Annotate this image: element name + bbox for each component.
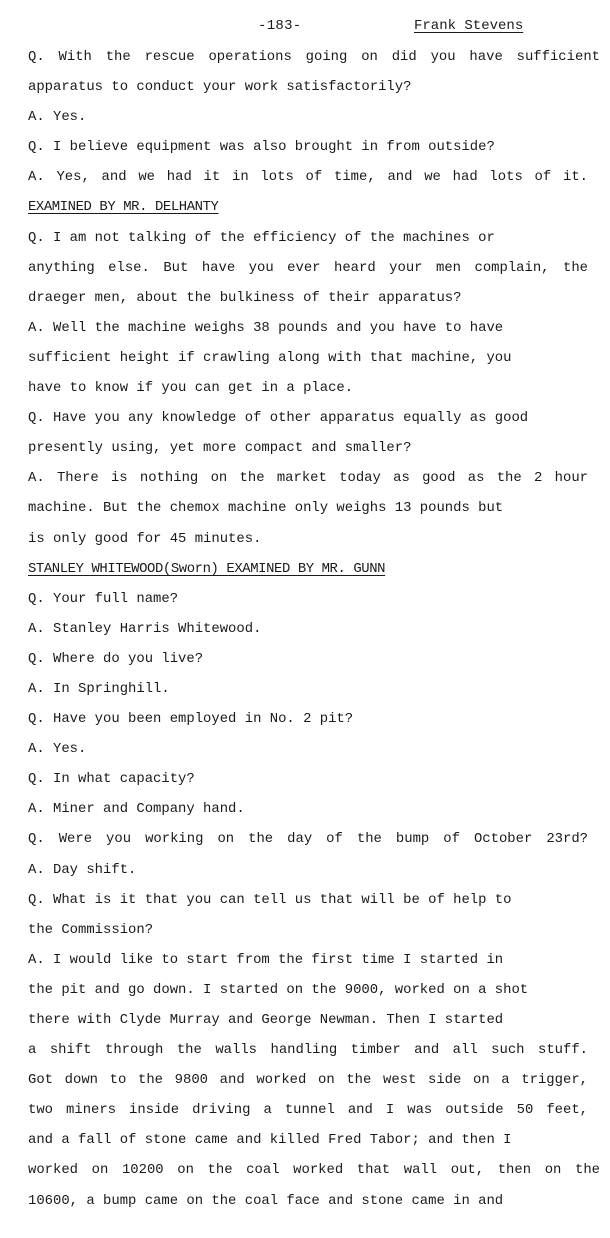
- transcript-line: A. I would like to start from the first time I started in: [28, 951, 504, 968]
- transcript-line: and a fall of stone came and killed Fred Tabor; and then I: [28, 1132, 512, 1149]
- transcript-line: Q. Have you any knowledge of other apparatus equally as good: [28, 410, 529, 427]
- transcript-line: have to know if you can get in a place.: [28, 380, 354, 397]
- transcript-line: Q. I am not talking of the efficiency of the machines or: [28, 229, 495, 246]
- examination-heading: STANLEY WHITEWOOD(Sworn) EXAMINED BY MR. GUNN: [28, 560, 386, 577]
- transcript-line: is only good for 45 minutes.: [28, 530, 262, 547]
- transcript-line: there with Clyde Murray and George Newman. Then I started: [28, 1012, 504, 1028]
- transcript-line: A. Well the machine weighs 38 pounds and you have to have: [28, 319, 504, 336]
- transcript-line: worked on 10200 on the coal worked that wall out, then on the: [28, 1162, 600, 1179]
- transcript-line: A. Yes.: [28, 741, 87, 758]
- transcript-line: Got down to the 9800 and worked on the west side on a trigger,: [28, 1072, 588, 1089]
- transcript-line: Q. I believe equipment was also brought in from outside?: [28, 139, 495, 156]
- transcript-line: sufficient height if crawling along with that machine, you: [28, 349, 512, 366]
- transcript-line: Q. Where do you live?: [28, 650, 204, 667]
- transcript-line: machine. But the chemox machine only weighs 13 pounds but: [28, 500, 504, 517]
- examination-heading: EXAMINED BY MR. DELHANTY: [28, 199, 219, 216]
- transcript-body: [28, 47, 603, 1221]
- transcript-line: a shift through the walls handling timber and all such stuff.: [28, 1042, 588, 1059]
- transcript-line: Q. Your full name?: [28, 590, 179, 607]
- transcript-line: A. Day shift.: [28, 861, 137, 878]
- transcript-line: Q. Were you working on the day of the bump of October 23rd?: [28, 831, 588, 848]
- transcript-line: two miners inside driving a tunnel and I was outside 50 feet,: [28, 1102, 588, 1119]
- transcript-line: apparatus to conduct your work satisfactorily?: [28, 79, 412, 96]
- transcript-line: draeger men, about the bulkiness of their apparatus?: [28, 289, 462, 306]
- transcript-line: A. In Springhill.: [28, 680, 170, 697]
- transcript-line: A. Stanley Harris Whitewood.: [28, 620, 262, 637]
- transcript-line: A. Yes.: [28, 109, 87, 126]
- transcript-line: Q. In what capacity?: [28, 771, 195, 788]
- transcript-line: Q. What is it that you can tell us that will be of help to: [28, 891, 512, 908]
- transcript-line: A. Miner and Company hand.: [28, 801, 245, 818]
- transcript-line: Q. With the rescue operations going on did you have sufficient: [28, 49, 600, 65]
- transcript-line: 10600, a bump came on the coal face and stone came in and: [28, 1192, 504, 1209]
- transcript-line: anything else. But have you ever heard your men complain, the: [28, 259, 588, 276]
- transcript-line: A. Yes, and we had it in lots of time, and we had lots of it.: [28, 169, 588, 186]
- transcript-line: the Commission?: [28, 921, 154, 938]
- transcript-line: presently using, yet more compact and smaller?: [28, 440, 412, 457]
- transcript-line: the pit and go down. I started on the 9000, worked on a shot: [28, 981, 529, 998]
- witness-name: Frank Stevens: [414, 18, 524, 34]
- transcript-line: A. There is nothing on the market today as good as the 2 hour: [28, 470, 588, 487]
- page-number: -183-: [258, 18, 302, 34]
- transcript-line: Q. Have you been employed in No. 2 pit?: [28, 711, 354, 728]
